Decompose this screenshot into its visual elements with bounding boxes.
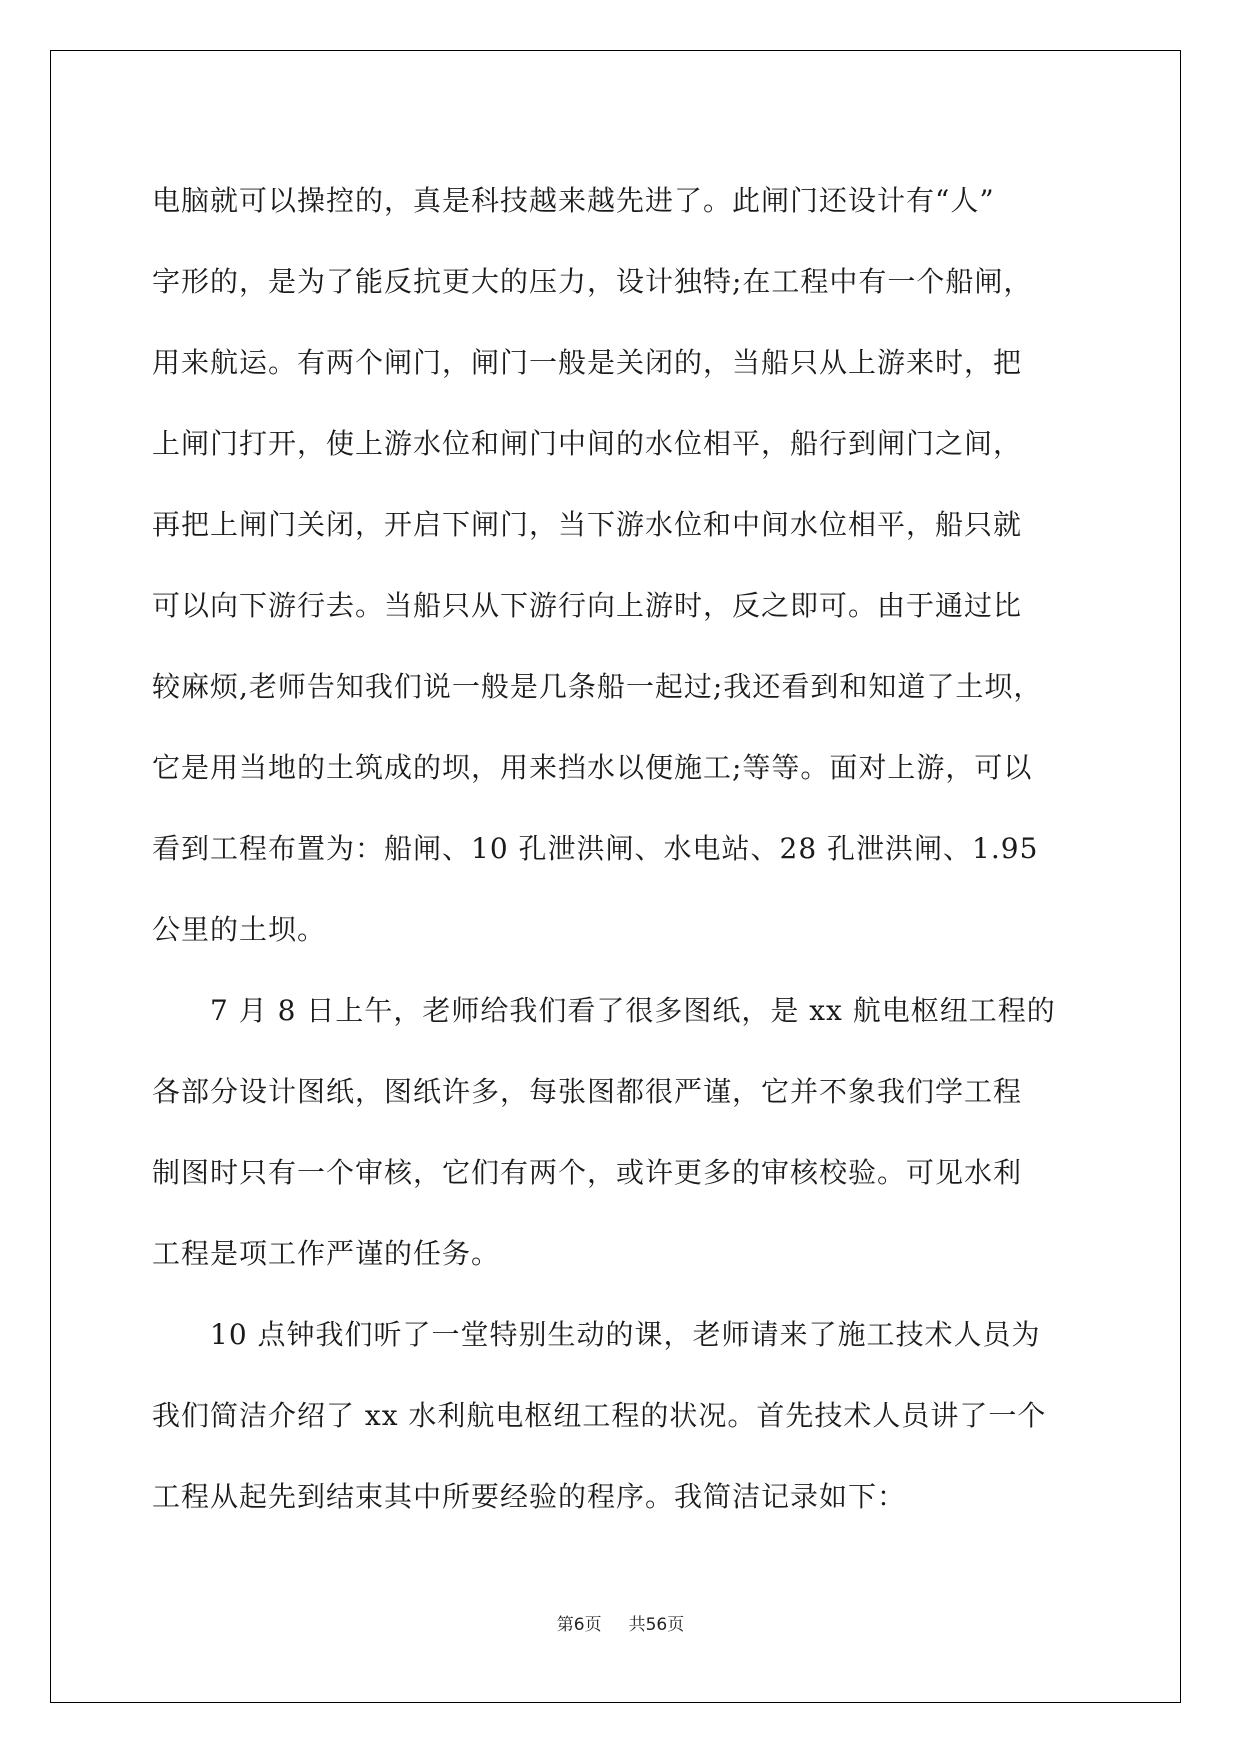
text-line: 可以向下游行去。当船只从下游行向上游时，反之即可。由于通过比	[152, 589, 1023, 622]
paragraph-start-line: 10 点钟我们听了一堂特别生动的课，老师请来了施工技术人员为	[210, 1318, 1041, 1351]
page-number: 第6页	[556, 1615, 602, 1635]
text-line: 看到工程布置为：船闸、10 孔泄洪闸、水电站、28 孔泄洪闸、1.95	[152, 832, 1039, 865]
page-total: 共56页	[628, 1615, 685, 1635]
text-line: 电脑就可以操控的，真是科技越来越先进了。此闸门还设计有“人”	[152, 184, 995, 217]
text-line: 我们简洁介绍了 xx 水利航电枢纽工程的状况。首先技术人员讲了一个	[152, 1399, 1047, 1432]
text-line: 用来航运。有两个闸门，闸门一般是关闭的，当船只从上游来时，把	[152, 346, 1023, 379]
text-line: 制图时只有一个审核，它们有两个，或许更多的审核校验。可见水利	[152, 1156, 1023, 1189]
text-line: 它是用当地的土筑成的坝，用来挡水以便施工;等等。面对上游，可以	[152, 751, 1033, 784]
text-line: 工程是项工作严谨的任务。	[152, 1237, 501, 1270]
document-body	[152, 160, 1092, 1537]
text-line: 上闸门打开，使上游水位和闸门中间的水位相平，船行到闸门之间，	[152, 427, 1023, 460]
text-line: 字形的，是为了能反抗更大的压力，设计独特;在工程中有一个船闸，	[152, 265, 1033, 298]
paragraph-start-line: 7 月 8 日上午，老师给我们看了很多图纸，是 xx 航电枢纽工程的	[210, 994, 1056, 1027]
text-line: 工程从起先到结束其中所要经验的程序。我简洁记录如下：	[152, 1480, 907, 1513]
text-line: 公里的土坝。	[152, 913, 327, 946]
text-line: 再把上闸门关闭，开启下闸门，当下游水位和中间水位相平，船只就	[152, 508, 1023, 541]
text-line: 各部分设计图纸，图纸许多，每张图都很严谨，它并不象我们学工程	[152, 1075, 1023, 1108]
text-line: 较麻烦,老师告知我们说一般是几条船一起过;我还看到和知道了土坝，	[152, 670, 1043, 703]
page-footer	[0, 1610, 1241, 1635]
